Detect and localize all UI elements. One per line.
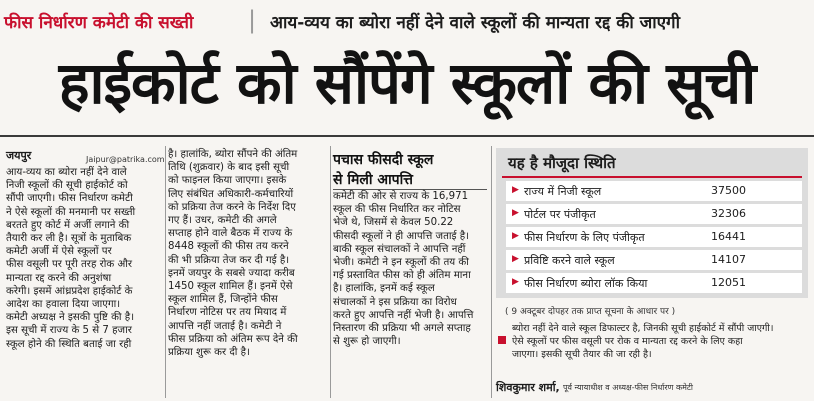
column-divider [491, 146, 492, 398]
col3-line: निस्तारण की प्रक्रिया भी अगले सप्ताह [333, 323, 471, 335]
status-row-value: 12051 [711, 276, 746, 289]
byline-name: शिवकुमार शर्मा, [496, 381, 560, 394]
col2-line: स्कूल शामिल हैं, जिन्होंने फीस [168, 294, 278, 306]
col1-line: कमेटी अर्जी में ऐसे स्कूलों पर [6, 246, 112, 258]
status-row [506, 273, 802, 293]
column-3 [333, 190, 487, 348]
col3-line: कमेटी की ओर से राज्य के 16,971 [333, 191, 469, 202]
status-box-title-rule [502, 176, 802, 178]
arrow-right-icon: ▶ [512, 254, 519, 264]
col1-line: आदेश का हवाला दिया जाएगा। [6, 299, 121, 311]
col1-line: स्कूल होने की स्थिति बताई जा रही [6, 338, 132, 350]
col1-line: बरतते हुए कोर्ट में अर्जी लगाने की [6, 219, 130, 231]
kicker-separator: | [248, 6, 257, 34]
status-row-value: 37500 [711, 184, 746, 197]
status-box-title: यह है मौजूदा स्थिति [508, 154, 616, 172]
status-row-label: प्रविष्टि करने वाले स्कूल [524, 254, 615, 267]
col2-line: इनमें जयपुर के सबसे ज्यादा करीब [168, 267, 295, 279]
col1-line: तैयारी कर ली है। सूत्रों के मुताबिक [6, 233, 132, 245]
col2-line: गए हैं। उधर, कमेटी की अगले [168, 215, 277, 227]
status-row-label: राज्य में निजी स्कूल [524, 185, 602, 198]
col2-line: को फाइनल किया जाएगा। इसके [168, 175, 287, 187]
col2-line: को प्रक्रिया तेज करने के निर्देश दिए [168, 201, 296, 213]
quote-line: ऐसे स्कूलों पर फीस वसूली पर रोक व मान्यता रद्द करने के लिए कहा [512, 336, 743, 347]
col2-line: है। हालांकि, ब्योरा सौंपने की अंतिम [168, 149, 298, 160]
col3-line: करते हुए आपत्ति नहीं भेजी है। आपत्ति [333, 309, 474, 321]
status-row-value: 32306 [711, 207, 746, 220]
subheading [333, 150, 487, 190]
col1-line: फीस वसूली पर पूरी तरह रोक और [6, 259, 133, 271]
column-divider [330, 146, 331, 398]
col1-line: इस सूची में राज्य के 5 से 7 हजार [6, 325, 132, 337]
col2-line: फीस प्रक्रिया को अंतिम रूप देने की [168, 333, 298, 345]
reporter-email[interactable]: Jaipur@patrika.com [86, 155, 165, 164]
col3-line: है। हालांकि, इनमें कई स्कूल [333, 283, 435, 295]
status-note: ( 9 अक्टूबर दोपहर तक प्राप्त सूचना के आधार पर ) [505, 307, 676, 317]
byline-description: पूर्व न्यायाधीश व अध्यक्ष-फीस निर्धारण कमेटी [563, 383, 693, 392]
status-row [506, 204, 802, 224]
col1-line: मान्यता रद्द करने की अनुशंषा [6, 272, 112, 284]
kicker-bar [0, 0, 814, 46]
col2-line: तिथि (शुक्रवार) के बाद इसी सूची [168, 162, 290, 174]
quote-marker-icon [498, 336, 506, 344]
column-1 [6, 166, 163, 351]
arrow-right-icon: ▶ [512, 231, 519, 241]
col2-line: निर्धारण नोटिस पर तय मियाद में [168, 307, 287, 319]
col2-line: आपत्ति नहीं जताई है। कमेटी ने [168, 320, 282, 332]
col3-line: भेजे थे, जिसमें से केवल 50.22 [333, 217, 454, 229]
col2-line: 1450 स्कूल शामिल हैं। इनमें ऐसे [168, 281, 293, 293]
column-divider [165, 146, 166, 398]
col3-line: स्कूल की फीस निर्धारित कर नोटिस [333, 204, 461, 216]
col2-line: सप्ताह होने वाले बैठक में राज्य के [168, 228, 293, 240]
col1-line: निजी स्कूलों की सूची हाईकोर्ट को [6, 180, 128, 192]
column-2 [168, 148, 328, 359]
col2-line: प्रक्रिया शुरू कर दी है। [168, 347, 250, 359]
status-row [506, 181, 802, 201]
kicker-right: आय-व्यय का ब्योरा नहीं देने वाले स्कूलों की मान्यता रद्द की जाएगी [270, 13, 681, 33]
col1-line: सौंपी जाएगी। फीस निर्धारण कमेटी [6, 193, 133, 205]
col1-line: आय-व्यय का ब्योरा नहीं देने वाले [6, 167, 127, 178]
subheading-line: से मिली आपत्ति [333, 172, 413, 188]
col2-line: की भी प्रक्रिया तेज कर दी गई है। [168, 254, 290, 266]
status-row-value: 16441 [711, 230, 746, 243]
status-row-label: पोर्टल पर पंजीकृत [524, 208, 596, 221]
kicker-left: फीस निर्धारण कमेटी की सख्ती [4, 13, 194, 33]
subheading-line: पचास फीसदी स्कूल [333, 152, 434, 168]
arrow-right-icon: ▶ [512, 185, 519, 195]
headline-rule [0, 135, 814, 137]
status-row [506, 250, 802, 270]
col3-line: भेजी। कमेटी ने इन स्कूलों की तय की [333, 257, 469, 269]
quote-line: ब्योरा नहीं देने वाले स्कूल डिफाल्टर है, जिनकी सूची हाईकोर्ट में सौंपी जाएगी। [512, 323, 774, 334]
quote-line: जाएगा। इसकी सूची तैयार की जा रही है। [512, 349, 652, 360]
col2-line: 8448 स्कूलों की फीस तय करने [168, 241, 289, 253]
col1-line: कमेटी अध्यक्ष ने इसकी पुष्टि की है। [6, 312, 135, 324]
col3-line: संचालकों ने इस प्रक्रिया का विरोध [333, 296, 457, 308]
status-row [506, 227, 802, 247]
col1-line: करेगी। इसमें आंध्रप्रदेश हाईकोर्ट के [6, 285, 133, 297]
headline: हाईकोर्ट को सौंपेंगे स्कूलों की सूची [58, 49, 756, 117]
col3-line: से शुरू हो जाएगी। [333, 336, 401, 348]
col3-line: बाकी स्कूल संचालकों ने आपत्ति नहीं [333, 243, 466, 255]
col1-line: ने ऐसे स्कूलों की मनमानी पर सख्ती [6, 206, 136, 218]
col3-line: फीसदी स्कूलों ने ही आपत्ति जताई है। [333, 230, 470, 242]
status-row-label: फीस निर्धारण के लिए पंजीकृत [524, 231, 645, 244]
col2-line: लिए संबंधित अधिकारी-कर्मचारियों [168, 188, 294, 200]
arrow-right-icon: ▶ [512, 208, 519, 218]
quote-text [512, 322, 808, 361]
dateline: जयपुर [6, 149, 32, 162]
status-row-value: 14107 [711, 253, 746, 266]
arrow-right-icon: ▶ [512, 277, 519, 287]
col3-line: गई प्रस्तावित फीस को ही अंतिम माना [333, 270, 471, 282]
status-row-label: फीस निर्धारण ब्योरा लॉक किया [524, 277, 648, 290]
